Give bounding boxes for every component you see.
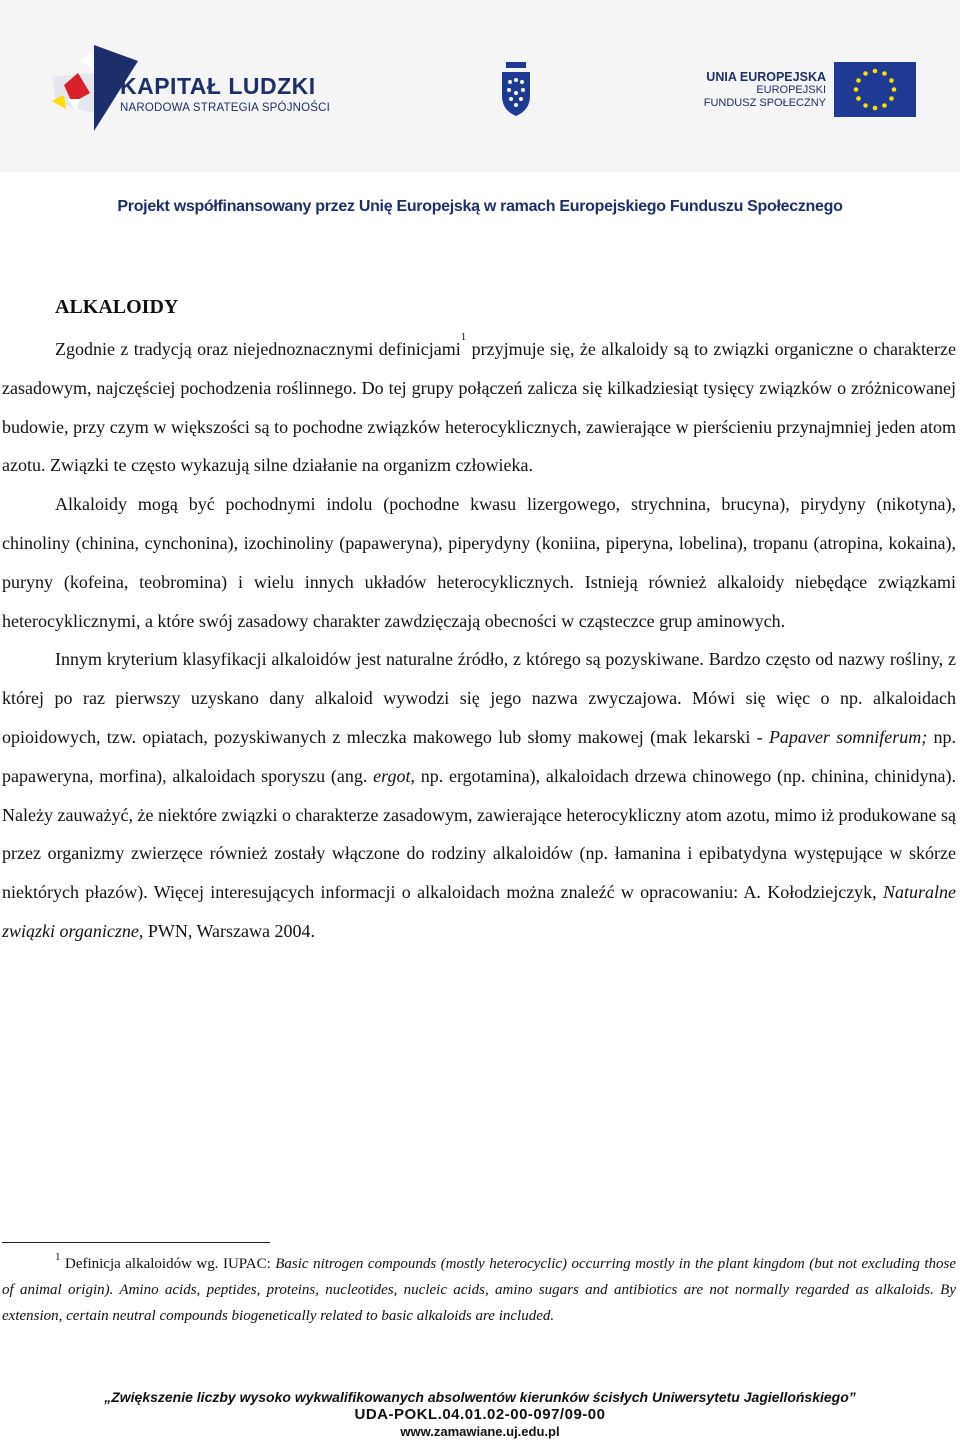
paragraph-classification: [2, 640, 956, 950]
latin-name-papaver: Papaver somniferum;: [768, 726, 928, 747]
paragraph-classification-text-d: PWN, Warszawa 2004.: [143, 920, 316, 941]
university-crest-icon: [500, 62, 532, 116]
footnote: [2, 1251, 956, 1329]
paragraph-classification-text-c: np. ergotamina), alkaloidach drzewa chinowego (np. chinina, chinidyna). Należy zauważyć, że niektóre związki o charakterze zasadowym, zawierające heterocykliczny atom azotu, mimo iż produkowane są przez organizmy zwierzęce również zostały włączone do rodziny alkaloidów (np. łamanina i epibatydyna występujące w skórze niektórych płazów). Więcej interesujących informacji o alkaloidach można znaleźć w opracowaniu: A. Kołodziejczyk,: [2, 765, 956, 903]
kapital-ludzki-subtitle: NARODOWA STRATEGIA SPÓJNOŚCI: [120, 102, 331, 114]
footnote-reference[interactable]: 1: [460, 331, 467, 343]
main-content: [2, 330, 956, 951]
kapital-ludzki-title: KAPITAŁ LUDZKI: [120, 73, 316, 99]
page-title: ALKALOIDY: [55, 296, 179, 318]
paragraph-classification-text-a: Innym kryterium klasyfikacji alkaloidów jest naturalne źródło, z którego są pozyskiwane. Bardzo często od nazwy rośliny, z której po raz pierwszy uzyskano dany alkaloid wywodzi się jego nazwa zwyczajowa. Mówi się więc o np. alkaloidach opioidowych, tzw. opiatach, pozyskiwanych z mleczka makowego lub słomy makowej (mak lekarski -: [2, 649, 956, 747]
footnote-text: [2, 1251, 956, 1329]
kapital-ludzki-wordmark: [120, 74, 330, 116]
book-title: Naturalne związki organiczne,: [2, 882, 956, 941]
footnote-iupac-quote: Basic nitrogen compounds (mostly heterocyclic) occurring mostly in the plant kingdom (but not excluding those of animal origin). Amino acids, peptides, proteins, nucleotides, nucleic acids, amino sugars and antibiotics are not normally regarded as alkaloids. By extension, certain neutral compounds biogenetically related to basic alkaloids are included.: [2, 1256, 956, 1324]
ue-subtitle-line1: EUROPEJSKI: [756, 84, 826, 96]
footnote-number: 1: [55, 1251, 61, 1263]
page-footer: [0, 1388, 960, 1440]
footer-url-link[interactable]: www.zamawiane.uj.edu.pl: [400, 1424, 560, 1439]
ue-title: UNIA EUROPEJSKA: [706, 70, 826, 84]
ue-wordmark: [640, 70, 826, 110]
footer-project-code: UDA-POKL.04.01.02-00-097/09-00: [354, 1406, 606, 1423]
footnote-divider: [2, 1242, 270, 1243]
paragraph-classification-text-b: np. papaweryna, morfina), alkaloidach sporyszu (ang.: [2, 726, 956, 786]
header-band: [0, 0, 960, 172]
project-cofinancing-line: Projekt współfinansowany przez Unię Europejską w ramach Europejskiego Funduszu Społecznego: [117, 198, 843, 215]
paragraph-definition-text-a: Zgodnie z tradycją oraz niejednoznacznymi definicjami: [55, 339, 461, 359]
footnote-lead: Definicja alkaloidów wg. IUPAC:: [60, 1256, 276, 1272]
ue-subtitle-line2: FUNDUSZ SPOŁECZNY: [703, 97, 826, 109]
term-ergot: ergot,: [373, 765, 415, 786]
eu-flag-icon: [834, 62, 916, 117]
paragraph-structures: Alkaloidy mogą być pochodnymi indolu (pochodne kwasu lizergowego, strychnina, brucyna), pirydyny (nikotyna), chinoliny (chinina, cynchonina), izochinoliny (papaweryna), piperydyny (koniina, piperyna, lobelina), tropanu (atropina, kokaina), puryny (kofeina, teobromina) i wielu innych układów heterocyklicznych. Istnieją również alkaloidy niebędące związkami heterocyklicznymi, a które swój zasadowy charakter zawdzięczają obecności w cząsteczce grup aminowych.: [2, 494, 956, 631]
paragraph-definition: [2, 330, 956, 485]
footer-slogan: „Zwiększenie liczby wysoko wykwalifikowanych absolwentów kierunków ścisłych Uniwersytetu Jagiellońskiego”: [104, 1389, 856, 1405]
paragraph-definition-text-b: przyjmuje się, że alkaloidy są to związki organiczne o charakterze zasadowym, najczęściej pochodzenia roślinnego. Do tej grupy połączeń zalicza się kilkadziesiąt tysięcy związków o zróżnicowanej budowie, przy czym w większości są to pochodne związków heterocyklicznych, zawierające w pierścieniu przynajmniej jeden atom azotu. Związki te często wykazują silne działanie na organizm człowieka.: [2, 339, 956, 476]
